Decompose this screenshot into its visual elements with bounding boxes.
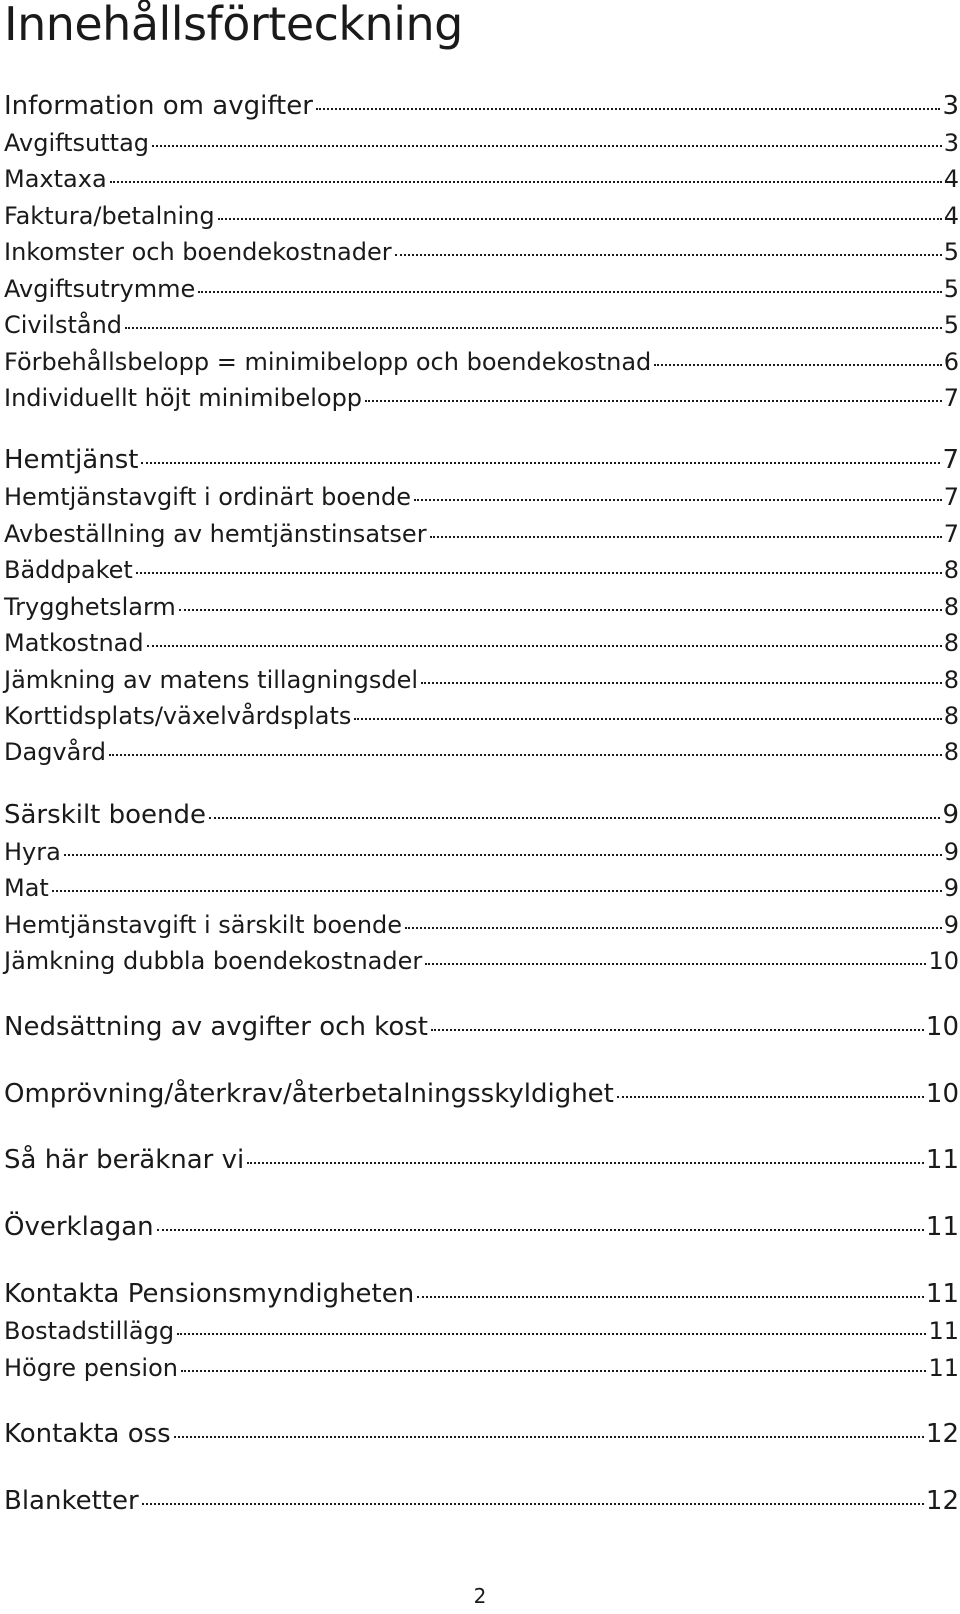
toc-entry-page: 3 xyxy=(943,129,959,157)
toc-entry-page: 7 xyxy=(943,520,959,548)
toc-leader-dots xyxy=(141,462,940,464)
toc-leader-dots xyxy=(654,364,941,366)
toc-leader-dots xyxy=(174,1436,924,1438)
toc-leader-dots xyxy=(417,1296,924,1298)
toc-entry[interactable] xyxy=(4,479,959,515)
toc-entry[interactable] xyxy=(4,1416,959,1452)
toc-entry[interactable] xyxy=(4,442,959,478)
toc-entry[interactable] xyxy=(4,870,959,906)
toc-entry-page: 10 xyxy=(925,1079,959,1109)
toc-entry[interactable] xyxy=(4,797,959,833)
toc-entry[interactable] xyxy=(4,516,959,552)
toc-entry-page: 12 xyxy=(925,1419,959,1449)
toc-entry-label: Dagvård xyxy=(4,738,107,766)
toc-entry-label: Avgiftsutrymme xyxy=(4,275,196,303)
toc-leader-dots xyxy=(354,718,941,720)
toc-entry-page: 8 xyxy=(943,593,959,621)
toc-entry-page: 9 xyxy=(943,838,959,866)
toc-entry[interactable] xyxy=(4,125,959,161)
toc-entry-label: Förbehållsbelopp = minimibelopp och boendekostnad xyxy=(4,348,652,376)
toc-entry-page: 8 xyxy=(943,629,959,657)
toc-entry[interactable] xyxy=(4,943,959,979)
toc-entry[interactable] xyxy=(4,1313,959,1349)
toc-entry-label: Inkomster och boendekostnader xyxy=(4,238,392,266)
toc-entry[interactable] xyxy=(4,1009,959,1045)
toc-leader-dots xyxy=(136,572,942,574)
toc-leader-dots xyxy=(179,609,942,611)
toc-entry[interactable] xyxy=(4,344,959,380)
toc-entry-page: 11 xyxy=(925,1279,959,1309)
toc-entry-label: Information om avgifter xyxy=(4,91,313,121)
toc-entry-page: 7 xyxy=(943,384,959,412)
toc-entry-label: Faktura/betalning xyxy=(4,202,215,230)
toc-entry[interactable] xyxy=(4,88,959,124)
toc-entry-label: Högre pension xyxy=(4,1354,178,1382)
toc-entry-label: Avgiftsuttag xyxy=(4,129,150,157)
toc-leader-dots xyxy=(218,218,942,220)
toc-leader-dots xyxy=(125,327,942,329)
toc-entry[interactable] xyxy=(4,625,959,661)
toc-leader-dots xyxy=(395,254,942,256)
toc-entry[interactable] xyxy=(4,698,959,734)
toc-entry-page: 9 xyxy=(943,911,959,939)
toc-leader-dots xyxy=(110,181,942,183)
toc-leader-dots xyxy=(405,927,942,929)
toc-entry-label: Civilstånd xyxy=(4,311,123,339)
toc-entry[interactable] xyxy=(4,662,959,698)
toc-entry-page: 3 xyxy=(942,91,959,121)
toc-entry[interactable] xyxy=(4,1350,959,1386)
toc-entry-label: Hyra xyxy=(4,838,61,866)
toc-entry-label: Så här beräknar vi xyxy=(4,1145,245,1175)
toc-leader-dots xyxy=(142,1503,924,1505)
toc-entry-page: 8 xyxy=(943,702,959,730)
toc-entry-page: 9 xyxy=(943,874,959,902)
toc-entry-label: Korttidsplats/växelvårdsplats xyxy=(4,702,352,730)
toc-leader-dots xyxy=(198,291,941,293)
toc-leader-dots xyxy=(421,682,942,684)
toc-entry-page: 8 xyxy=(943,666,959,694)
toc-leader-dots xyxy=(157,1229,924,1231)
toc-leader-dots xyxy=(147,645,942,647)
toc-entry-page: 11 xyxy=(928,1354,959,1382)
page-number: 2 xyxy=(473,1584,487,1608)
toc-leader-dots xyxy=(617,1096,924,1098)
toc-entry[interactable] xyxy=(4,161,959,197)
toc-leader-dots xyxy=(209,817,940,819)
toc-entry-label: Jämkning dubbla boendekostnader xyxy=(4,947,423,975)
toc-leader-dots xyxy=(316,108,941,110)
toc-entry-page: 11 xyxy=(928,1317,959,1345)
toc-entry-page: 11 xyxy=(925,1212,959,1242)
toc-leader-dots xyxy=(365,400,942,402)
toc-leader-dots xyxy=(430,536,942,538)
toc-entry[interactable] xyxy=(4,271,959,307)
toc-entry-label: Trygghetslarm xyxy=(4,593,176,621)
toc-entry[interactable] xyxy=(4,1209,959,1245)
toc-entry[interactable] xyxy=(4,198,959,234)
toc-entry-label: Hemtjänst xyxy=(4,445,139,475)
toc-leader-dots xyxy=(52,890,942,892)
toc-leader-dots xyxy=(177,1333,926,1335)
toc-entry-label: Kontakta oss xyxy=(4,1419,171,1449)
toc-entry[interactable] xyxy=(4,1483,959,1519)
toc-entry-page: 12 xyxy=(925,1486,959,1516)
toc-entry-label: Omprövning/återkrav/återbetalningsskyldighet xyxy=(4,1079,614,1109)
toc-entry-page: 10 xyxy=(928,947,959,975)
toc-entry[interactable] xyxy=(4,552,959,588)
page-title: Innehållsförteckning xyxy=(4,0,463,51)
toc-entry-label: Blanketter xyxy=(4,1486,139,1516)
toc-entry-label: Överklagan xyxy=(4,1212,154,1242)
toc-entry-label: Hemtjänstavgift i särskilt boende xyxy=(4,911,403,939)
toc-entry[interactable] xyxy=(4,380,959,416)
toc-entry-page: 6 xyxy=(943,348,959,376)
toc-entry[interactable] xyxy=(4,589,959,625)
toc-entry-page: 11 xyxy=(925,1145,959,1175)
toc-leader-dots xyxy=(152,145,942,147)
toc-entry[interactable] xyxy=(4,307,959,343)
toc-leader-dots xyxy=(414,499,942,501)
toc-entry-label: Hemtjänstavgift i ordinärt boende xyxy=(4,483,412,511)
toc-entry-label: Kontakta Pensionsmyndigheten xyxy=(4,1279,415,1309)
toc-entry-label: Bostadstillägg xyxy=(4,1317,175,1345)
toc-entry-page: 10 xyxy=(925,1012,959,1042)
toc-entry-label: Matkostnad xyxy=(4,629,144,657)
toc-entry-page: 8 xyxy=(943,556,959,584)
toc-entry[interactable] xyxy=(4,834,959,870)
toc-entry[interactable] xyxy=(4,1142,959,1178)
toc-entry-page: 4 xyxy=(943,165,959,193)
toc-entry-label: Individuellt höjt minimibelopp xyxy=(4,384,363,412)
toc-entry-page: 9 xyxy=(942,800,959,830)
toc-leader-dots xyxy=(64,854,942,856)
toc-entry-label: Särskilt boende xyxy=(4,800,207,830)
toc-entry-label: Jämkning av matens tillagningsdel xyxy=(4,666,419,694)
toc-entry[interactable] xyxy=(4,234,959,270)
toc-entry[interactable] xyxy=(4,907,959,943)
toc-leader-dots xyxy=(425,963,926,965)
toc-entry-page: 7 xyxy=(943,483,959,511)
toc-entry-page: 5 xyxy=(943,275,959,303)
toc-entry[interactable] xyxy=(4,734,959,770)
toc-entry-label: Nedsättning av avgifter och kost xyxy=(4,1012,428,1042)
toc-entry-label: Maxtaxa xyxy=(4,165,107,193)
toc-entry-page: 8 xyxy=(943,738,959,766)
toc-entry[interactable] xyxy=(4,1276,959,1312)
toc-entry-label: Avbeställning av hemtjänstinsatser xyxy=(4,520,427,548)
toc-entry[interactable] xyxy=(4,1076,959,1112)
toc-entry-label: Bäddpaket xyxy=(4,556,133,584)
toc-entry-label: Mat xyxy=(4,874,49,902)
toc-entry-page: 7 xyxy=(942,445,959,475)
toc-entry-page: 5 xyxy=(943,311,959,339)
toc-leader-dots xyxy=(431,1029,924,1031)
toc-entry-page: 4 xyxy=(943,202,959,230)
toc-entry-page: 5 xyxy=(943,238,959,266)
toc-leader-dots xyxy=(181,1370,926,1372)
toc-leader-dots xyxy=(247,1162,924,1164)
toc-leader-dots xyxy=(109,754,942,756)
